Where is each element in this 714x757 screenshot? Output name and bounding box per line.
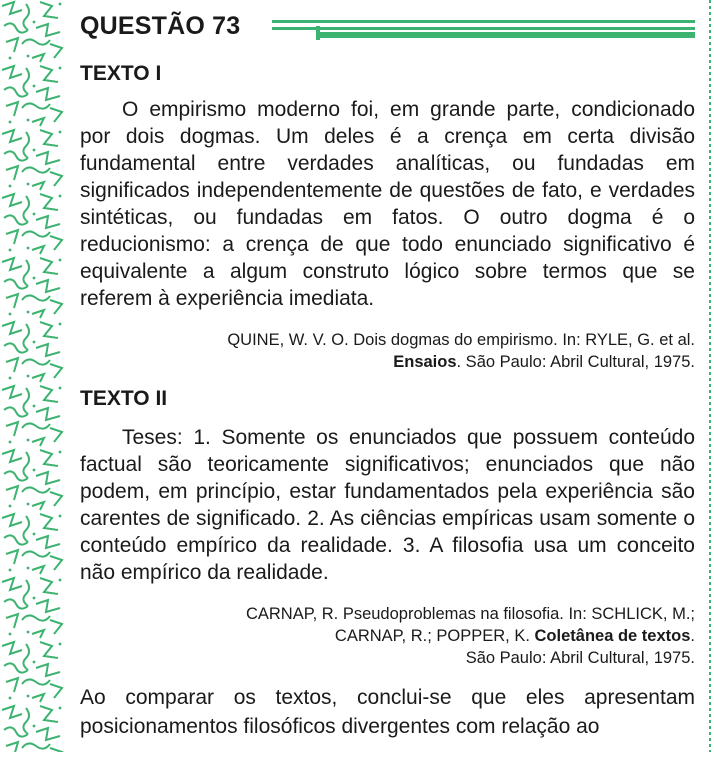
citation-text: . São Paulo: Abril Cultural, 1975. [456,353,695,371]
decorative-pattern-strip [0,0,66,752]
texto-2-title: TEXTO II [80,387,168,410]
citation-line: São Paulo: Abril Cultural, 1975. [465,649,695,667]
citation-text: CARNAP, R.; POPPER, K. [334,627,535,645]
right-border-decoration [706,0,714,752]
texto-2-body: Teses: 1. Somente os enunciados que possuem conteúdo factual são teoricamente significativos; enunciados que não podem, em princípio, estar fundamentados pela experiência são carentes de significado. 2. As ciências empíricas usam somente o conteúdo empírico da realidade. 3. A filosofia usa um conceito não empírico da realidade. [80,426,695,584]
citation-line [95,625,695,647]
citation-bold-title: Coletânea de textos [534,627,691,645]
header-green-bar [272,18,695,42]
citation-text: . [690,627,695,645]
texto-1-body: O empirismo moderno foi, em grande parte, condicionado por dois dogmas. Um deles é a crença em certa divisão fundamental entre verdades analíticas, ou fundadas em significados independentemente de questões de fato, e verdades sintéticas, ou fundadas em fatos. O outro dogma é o reducionismo: a crença de que todo enunciado significativo é equivalente a algum construto lógico sobre termos que se referem à experiência imediata. [80,98,695,310]
texto-1-title: TEXTO I [80,62,162,85]
texto-1-citation [95,329,695,373]
citation-line [95,351,695,373]
texto-2-citation [95,603,695,669]
question-header [80,12,695,46]
citation-line: CARNAP, R. Pseudoproblemas na filosofia. In: SCHLICK, M.; [245,605,695,623]
citation-line: QUINE, W. V. O. Dois dogmas do empirismo. In: RYLE, G. et al. [227,331,695,349]
question-title: QUESTÃO 73 [80,12,241,40]
citation-bold-title: Ensaios [393,353,457,371]
question-stem: Ao comparar os textos, conclui-se que eles apresentam posicionamentos filosóficos divergentes com relação ao [80,686,695,738]
